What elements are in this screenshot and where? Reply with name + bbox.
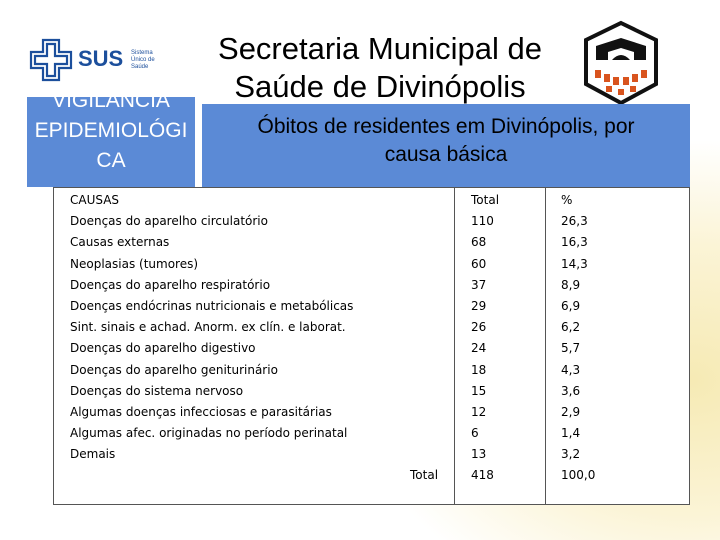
- header-percent: %: [561, 193, 573, 207]
- row-percent: 8,9: [561, 277, 581, 292]
- row-total: 37: [471, 277, 487, 292]
- row-percent: 2,9: [561, 404, 581, 419]
- municipal-emblem-icon: [582, 20, 660, 106]
- row-cause: Sint. sinais e achad. Anorm. ex clín. e laborat.: [70, 320, 346, 335]
- header-causas: CAUSAS: [70, 193, 120, 207]
- table-row: [70, 275, 670, 296]
- row-percent: 26,3: [561, 214, 588, 229]
- table-header-row: [70, 190, 670, 211]
- vigilancia-label: VIGILÂNCIA EPIDEMIOLÓGI CA: [34, 89, 188, 172]
- table-row: [70, 232, 670, 253]
- row-cause: Doenças endócrinas nutricionais e metabólicas: [70, 298, 354, 313]
- table-footer-row: [70, 465, 670, 486]
- row-percent: 1,4: [561, 426, 581, 441]
- table-row: [70, 444, 670, 465]
- row-total: 13: [471, 447, 487, 462]
- row-cause: Doenças do aparelho digestivo: [70, 341, 256, 356]
- row-percent: 14,3: [561, 256, 588, 271]
- row-percent: 4,3: [561, 362, 581, 377]
- footer-total-label: Total: [410, 468, 439, 483]
- row-percent: 6,2: [561, 320, 581, 335]
- header-total: Total: [471, 193, 500, 207]
- row-cause: Causas externas: [70, 235, 170, 250]
- row-total: 29: [471, 298, 487, 313]
- row-percent: 6,9: [561, 298, 581, 313]
- row-total: 24: [471, 341, 487, 356]
- table-row: [70, 402, 670, 423]
- row-cause: Demais: [70, 447, 116, 462]
- row-percent: 3,2: [561, 447, 581, 462]
- row-percent: 3,6: [561, 383, 581, 398]
- footer-total: 418: [471, 468, 494, 483]
- sus-logo-text: SUS: [78, 46, 124, 71]
- table-row: [70, 211, 670, 232]
- table-row: [70, 381, 670, 402]
- page-title: Secretaria Municipal de Saúde de Divinópolis: [218, 31, 542, 104]
- row-cause: Doenças do sistema nervoso: [70, 383, 244, 398]
- footer-percent: 100,0: [561, 468, 596, 483]
- row-cause: Neoplasias (tumores): [70, 256, 199, 271]
- row-cause: Doenças do aparelho circulatório: [70, 214, 268, 229]
- row-percent: 16,3: [561, 235, 588, 250]
- table-row: [70, 317, 670, 338]
- row-total: 15: [471, 383, 487, 398]
- row-cause: Algumas doenças infecciosas e parasitárias: [70, 404, 332, 419]
- table-row: [70, 254, 670, 275]
- table-row: [70, 296, 670, 317]
- row-total: 110: [471, 214, 494, 229]
- row-cause: Doenças do aparelho geniturinário: [70, 362, 278, 377]
- row-total: 60: [471, 256, 487, 271]
- row-percent: 5,7: [561, 341, 581, 356]
- subtitle: Óbitos de residentes em Divinópolis, por causa básica: [257, 115, 635, 166]
- row-total: 12: [471, 404, 487, 419]
- row-total: 26: [471, 320, 487, 335]
- row-cause: Algumas afec. originadas no período perinatal: [70, 426, 348, 441]
- deaths-table: [70, 190, 670, 487]
- row-total: 18: [471, 362, 487, 377]
- row-cause: Doenças do aparelho respiratório: [70, 277, 271, 292]
- row-total: 68: [471, 235, 487, 250]
- row-total: 6: [471, 426, 479, 441]
- table-row: [70, 423, 670, 444]
- table-row: [70, 338, 670, 359]
- table-row: [70, 360, 670, 381]
- sus-logo-subtext: Sistema Único de Saúde: [131, 50, 155, 70]
